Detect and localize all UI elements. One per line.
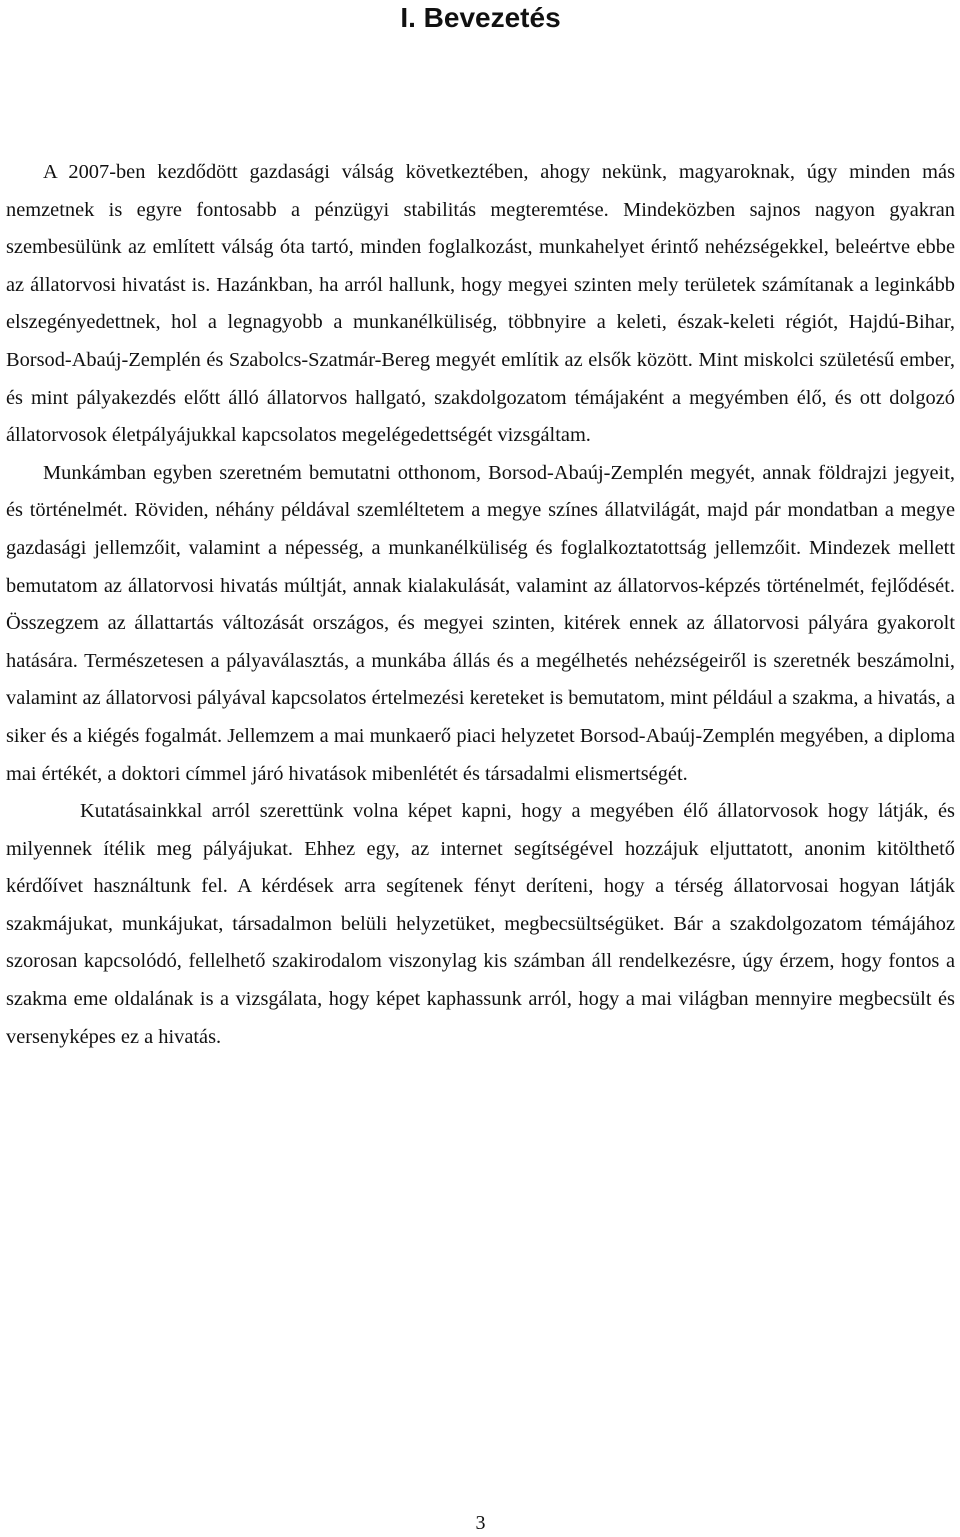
paragraph-intro: A 2007-ben kezdődött gazdasági válság következtében, ahogy nekünk, magyaroknak, úgy minden más nemzetnek is egyre fontosabb a pénzügyi stabilitás megteremtése. Mindeközben sajnos nagyon gyakran szembesülünk az említett válság óta tartó, minden foglalkozást, munkahelyet érintő nehézségekkel, beleértve ebbe az állatorvosi hivatást is. Hazánkban, ha arról hallunk, hogy megyei szinten mely területek számítanak a leginkább elszegényedettnek, hol a legnagyobb a munkanélküliség, többnyire a keleti, észak-keleti régiót, Hajdú-Bihar, Borsod-Abaúj-Zemplén és Szabolcs-Szatmár-Bereg megyét említik az elsők között. Mint miskolci születésű ember, és mint pályakezdés előtt álló állatorvos hallgató, szakdolgozatom témájaként a megyémben élő, és ott dolgozó állatorvosok életpályájukkal kapcsolatos megelégedettségét vizsgáltam. <box>6 161 955 447</box>
paragraph-overview: Munkámban egyben szeretném bemutatni otthonom, Borsod-Abaúj-Zemplén megyét, annak földrajzi jegyeit, és történelmét. Röviden, néhány példával szemléltetem a megye színes állatvilágát, majd pár mondatban a megye gazdasági jellemzőit, valamint a népesség, a munkanélküliség és foglalkoztatottság jellemzőit. Mindezek mellett bemutatom az állatorvosi hivatás múltját, annak kialakulását, valamint az állatorvos-képzés történelmét, fejlődését. Összegzem az állattartás változását országos, és megyei szinten, kitérek ennek az állatorvosi pályára gyakorolt hatására. Természetesen a pályaválasztás, a munkába állás és a megélhetés nehézségeiről is szeretnék beszámolni, valamint az állatorvosi pályával kapcsolatos értelmezési kereteket is bemutatom, mint például a szakma, a hivatás, a siker és a kiégés fogalmát. Jellemzem a mai munkaerő piaci helyzetet Borsod-Abaúj-Zemplén megyében, a diploma mai értékét, a doktori címmel járó hivatások mibenlétét és társadalmi elismertségét. <box>6 461 955 785</box>
paragraph-research: Kutatásainkkal arról szerettünk volna képet kapni, hogy a megyében élő állatorvosok hogy látják, és milyennek ítélik meg pályájukat. Ehhez egy, az internet segítségével hozzájuk eljuttatott, anonim kitölthető kérdőívet használtunk fel. A kérdések arra segítenek fényt deríteni, hogy a térség állatorvosai hogyan látják szakmájukat, munkájukat, társadalmon belüli helyzetüket, megbecsültségüket. Bár a szakdolgozatom témájához szorosan kapcsolódó, fellelhető szakirodalom viszonylag kis számban áll rendelkezésre, úgy érzem, hogy fontos a szakma eme oldalának is a vizsgálata, hogy képet kaphassunk arról, hogy a mai világban mennyire megbecsült és versenyképes ez a hivatás. <box>6 800 955 1048</box>
document-page <box>6 0 955 1537</box>
body-text <box>6 154 955 1056</box>
page-number: 3 <box>475 1512 486 1534</box>
page-title: I. Bevezetés <box>400 2 561 33</box>
